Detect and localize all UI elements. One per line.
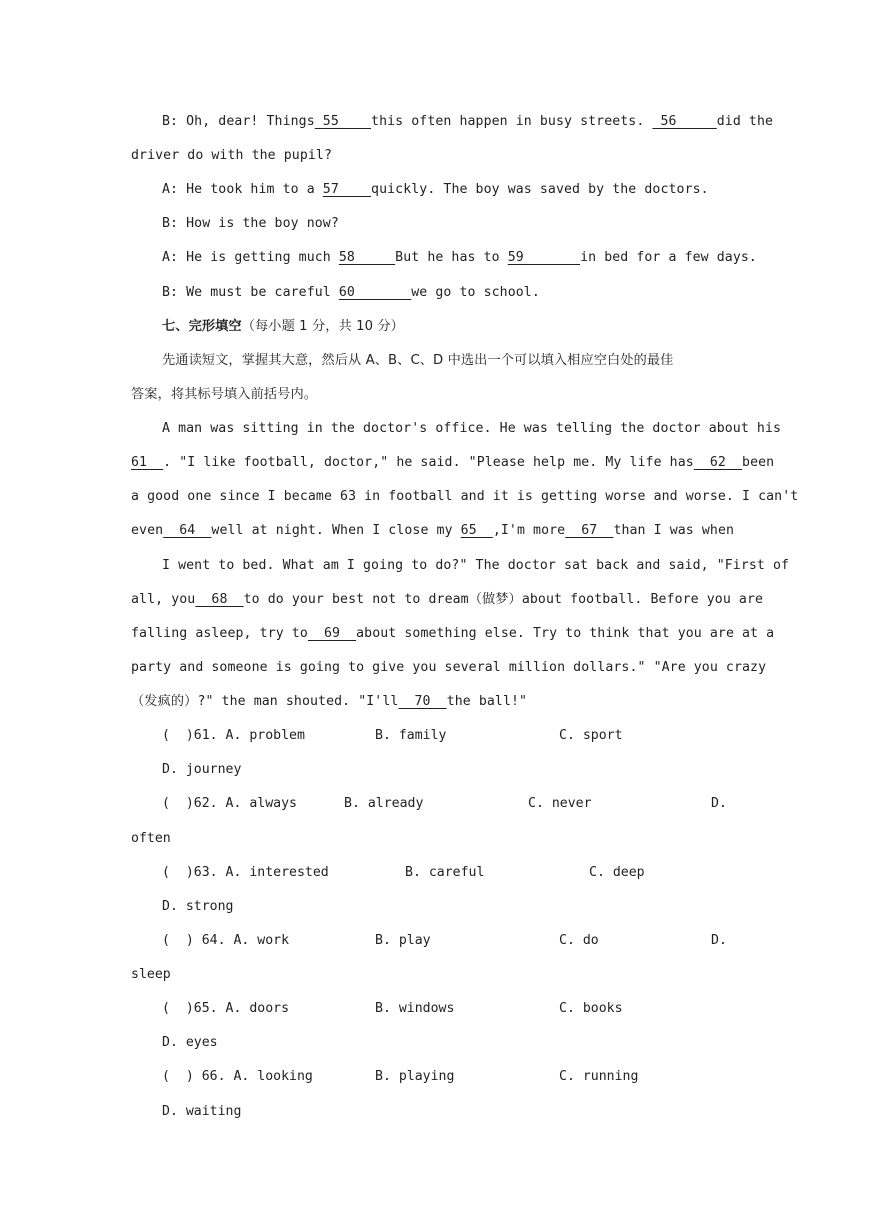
dialogue-line-6	[162, 283, 742, 303]
passage-text: all, you	[131, 592, 196, 607]
dialogue-line-4: B: How is the boy now?	[162, 216, 339, 231]
option-d: D.	[711, 796, 727, 811]
passage-line-5: I went to bed. What am I going to do?" The doctor sat back and said, "First of	[162, 558, 790, 573]
dialogue-text: we go to school.	[411, 285, 540, 300]
passage-text: even	[131, 523, 164, 538]
blank-60: 60	[338, 285, 412, 300]
blank-70: 70	[398, 694, 447, 709]
blank-56: 56	[652, 114, 717, 129]
dialogue-text: But he has to	[395, 250, 508, 265]
option-b: B. careful	[405, 865, 485, 880]
blank-67: 67	[565, 523, 614, 538]
dialogue-line-1	[162, 112, 774, 132]
blank-62: 62	[693, 455, 743, 470]
dialogue-text: B: We must be careful	[162, 285, 339, 300]
option-c: C. books	[559, 1001, 623, 1016]
dialogue-text: quickly. The boy was saved by the doctors.	[371, 182, 709, 197]
dialogue-text: this often happen in busy streets.	[371, 114, 653, 129]
section-points: （每小题 1 分，共 10 分）	[241, 319, 404, 334]
option-d: D. journey	[162, 762, 242, 777]
option-c: C. sport	[559, 728, 623, 743]
blank-55: 55	[314, 114, 372, 129]
question-stem: ( ) 66. A. looking	[162, 1069, 313, 1084]
option-c: C. running	[559, 1069, 639, 1084]
blank-68: 68	[195, 592, 244, 607]
passage-text: than I was when	[613, 523, 735, 538]
passage-text: been	[742, 455, 775, 470]
blank-57: 57	[322, 182, 372, 197]
option-b: B. play	[375, 933, 431, 948]
dialogue-text: in bed for a few days.	[580, 250, 757, 265]
dialogue-text: B: Oh, dear! Things	[162, 114, 315, 129]
option-b: B. playing	[375, 1069, 455, 1084]
option-d: D. waiting	[162, 1104, 242, 1119]
question-stem: ( )62. A. always	[162, 796, 297, 811]
option-d-text: sleep	[131, 967, 171, 982]
question-stem: ( )61. A. problem	[162, 728, 305, 743]
instruction-line-1: 先通读短文，掌握其大意，然后从 A、B、C、D 中选出一个可以填入相应空白处的最佳	[162, 353, 674, 368]
option-d: D. strong	[162, 899, 234, 914]
gloss-dream: （做梦）	[468, 592, 522, 607]
option-c: C. deep	[589, 865, 645, 880]
option-d: D. eyes	[162, 1035, 218, 1050]
blank-65: 65	[460, 523, 493, 538]
instruction-line-2: 答案，将其标号填入前括号内。	[131, 387, 318, 402]
blank-58: 58	[338, 250, 396, 265]
passage-text: the ball!"	[446, 694, 528, 709]
option-b: B. family	[375, 728, 447, 743]
blank-61: 61	[131, 455, 164, 470]
passage-text: about something else. Try to think that you are at a	[356, 626, 775, 641]
blank-59: 59	[507, 250, 581, 265]
dialogue-text: A: He took him to a	[162, 182, 323, 197]
section-title: 七、完形填空	[162, 319, 242, 334]
blank-69: 69	[307, 626, 357, 641]
dialogue-line-3	[162, 180, 742, 200]
section-heading	[162, 317, 742, 337]
option-c: C. do	[559, 933, 599, 948]
question-stem: ( )65. A. doors	[162, 1001, 290, 1016]
passage-line-7	[131, 624, 775, 644]
dialogue-line-5	[162, 248, 757, 268]
passage-text: to do your best not to dream	[243, 592, 469, 607]
passage-text: ,I'm more	[492, 523, 566, 538]
dialogue-line-2: driver do with the pupil?	[131, 148, 332, 163]
option-d-text: often	[131, 831, 171, 846]
dialogue-text: A: He is getting much	[162, 250, 339, 265]
passage-line-3: a good one since I became 63 in football and it is getting worse and worse. I can't	[131, 489, 799, 504]
passage-text: . "I like football, doctor," he said. "Please help me. My life has	[163, 455, 694, 470]
dialogue-text: did the	[716, 114, 774, 129]
passage-line-1: A man was sitting in the doctor's office. He was telling the doctor about his	[162, 421, 782, 436]
passage-text: well at night. When I close my	[211, 523, 461, 538]
gloss-crazy: （发疯的）	[131, 694, 198, 709]
passage-text: ?" the man shouted. "I'll	[197, 694, 399, 709]
option-d: D.	[711, 933, 727, 948]
passage-text: falling asleep, try to	[131, 626, 308, 641]
passage-text: about football. Before you are	[521, 592, 764, 607]
option-b: B. already	[344, 796, 424, 811]
question-stem: ( ) 64. A. work	[162, 933, 290, 948]
passage-line-4	[131, 521, 741, 541]
question-stem: ( )63. A. interested	[162, 865, 329, 880]
passage-line-8: party and someone is going to give you several million dollars." "Are you crazy	[131, 660, 767, 675]
option-c: C. never	[528, 796, 592, 811]
passage-line-2	[131, 453, 775, 473]
option-b: B. windows	[375, 1001, 455, 1016]
passage-line-9	[131, 692, 741, 712]
passage-line-6	[131, 590, 764, 610]
blank-64: 64	[163, 523, 212, 538]
